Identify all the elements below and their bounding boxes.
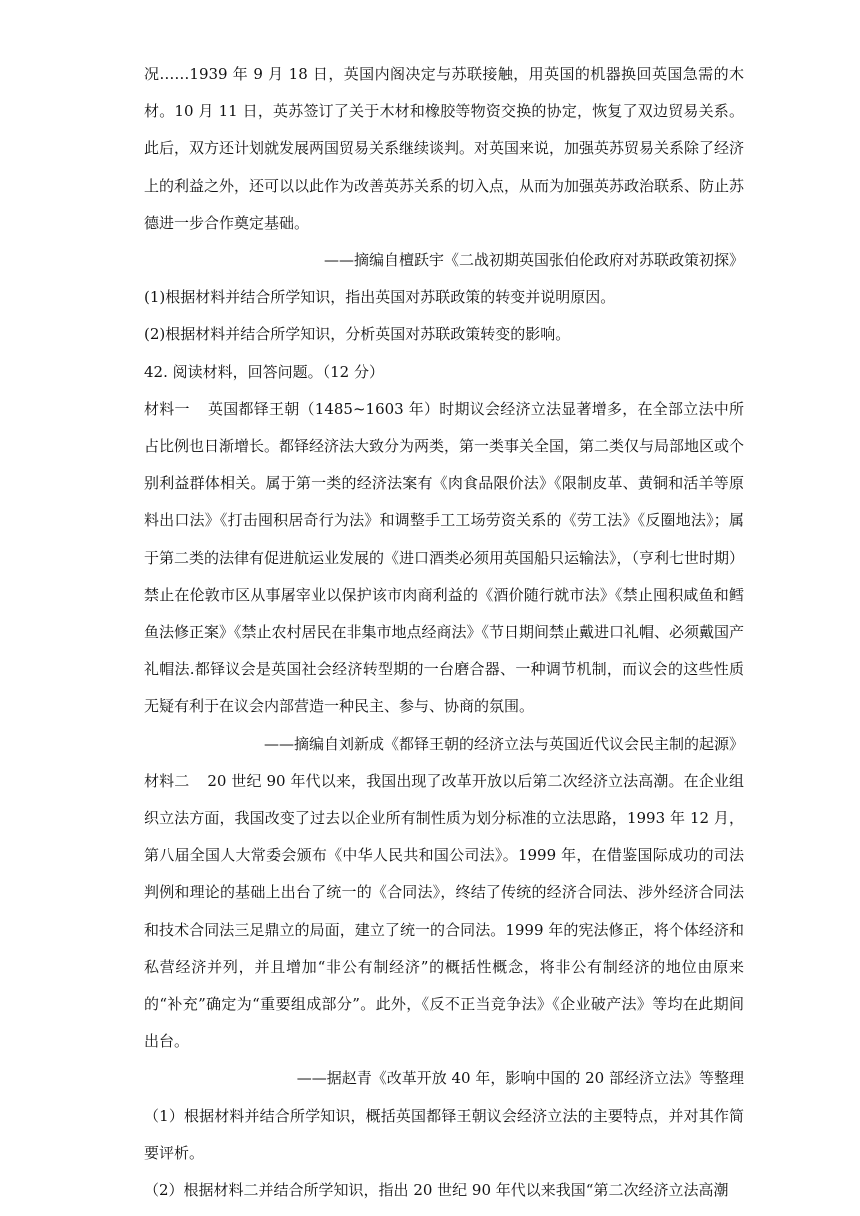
question-42-title: 42. 阅读材料，回答问题。（12 分） — [144, 362, 384, 381]
source-citation-41: ——摘编自檀跃宇《二战初期英国张伯伦政府对苏联政策初探》 — [323, 251, 744, 270]
source-citation-material-two: ——据赵青《改革开放 40 年，影响中国的 20 部经济立法》等整理 — [296, 1069, 744, 1088]
question-42-2: （2）根据材料二并结合所学知识，指出 20 世纪 90 年代以来我国“第二次经济立法高潮 — [144, 1181, 729, 1200]
question-42-1: （1）根据材料并结合所学知识，概括英国都铎王朝议会经济立法的主要特点，并对其作简要评析。 — [144, 1106, 744, 1162]
question-41-2: (2)根据材料并结合所学知识，分析英国对苏联政策转变的影响。 — [144, 325, 571, 344]
material-two-label: 材料二 — [144, 771, 190, 790]
material-two-text: 20 世纪 90 年代以来，我国出现了改革开放以后第二次经济立法高潮。在企业组织立法方面，我国改变了过去以企业所有制性质为划分标准的立法思路，1993 年 12 月，第八届全国人大常委会颁布《中华人民共和国公司法》。1999 年，在借鉴国际成功的司法判例和理论的基础上出台了统一的《合同法》，终结了传统的经济合同法、涉外经济合同法和技术合同法三足鼎立的局面，建立了统一的合同法。1999 年的宪法修正，将个体经济和私营经济并列，并且增加“非公有制经济”的概括性概念，将非公有制经济的地位由原来的“补充”确定为“重要组成部分”。此外，《反不正当竞争法》《企业破产法》等均在此期间出台。 — [144, 771, 744, 1051]
source-citation-material-one: ——摘编自刘新成《都铎王朝的经济立法与英国近代议会民主制的起源》 — [263, 734, 744, 753]
question-41-1: (1)根据材料并结合所学知识，指出英国对苏联政策的转变并说明原因。 — [144, 288, 616, 307]
material-paragraph-intro: 况……1939 年 9 月 18 日，英国内阁决定与苏联接触，用英国的机器换回英国急需的木材。10 月 11 日，英苏签订了关于木材和橡胶等物资交换的协定，恢复了双边贸易关系。此后，双方还计划就发展两国贸易关系继续谈判。对英国来说，加强英苏贸易关系除了经济上的利益之外，还可以以此作为改善英苏关系的切入点，从而为加强英苏政治联系、防止苏德进一步合作奠定基础。 — [144, 65, 745, 232]
material-one-text: 英国都铎王朝（1485~1603 年）时期议会经济立法显著增多，在全部立法中所占比例也日渐增长。都铎经济法大致分为两类，第一类事关全国，第二类仅与局部地区或个别利益群体相关。属于第一类的经济法案有《肉食品限价法》《限制皮革、黄铜和活羊等原料出口法》《打击囤积居奇行为法》和调整手工工场劳资关系的《劳工法》《反圈地法》；属于第二类的法律有促进航运业发展的《进口酒类必须用英国船只运输法》，（亨利七世时期）禁止在伦敦市区从事屠宰业以保护该市肉商利益的《酒价随行就市法》《禁止囤积咸鱼和鳕鱼法修正案》《禁止农村居民在非集市地点经商法》《节日期间禁止戴进口礼帽、必须戴国产礼帽法.都铎议会是英国社会经济转型期的一台磨合器、一种调节机制，而议会的这些性质无疑有利于在议会内部营造一种民主、参与、协商的氛围。 — [144, 399, 745, 716]
material-one-label: 材料一 — [144, 399, 190, 418]
material-two — [144, 763, 744, 1061]
material-one — [144, 391, 744, 726]
